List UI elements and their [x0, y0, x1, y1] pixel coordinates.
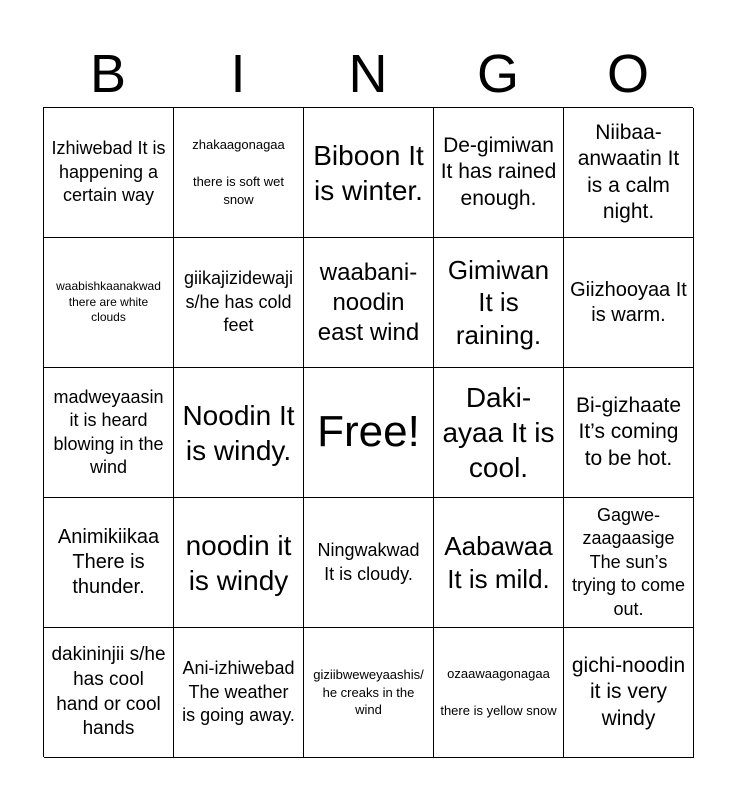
cell-text: zhakaagonagaa there is soft wet snow	[192, 137, 285, 207]
bingo-cell[interactable]	[564, 238, 694, 368]
cell-text: madweyaasin it is heard blowing in the wind	[53, 386, 164, 477]
cell-text: giikajizidewajis/he has cold feet	[183, 268, 294, 336]
bingo-cell[interactable]	[434, 498, 564, 628]
header-letter-g: G	[476, 44, 519, 104]
cell-text: Biboon It is winter.	[313, 139, 424, 206]
bingo-cell[interactable]	[44, 498, 174, 628]
bingo-cell[interactable]	[304, 498, 434, 628]
cell-text: Ningwakwad It is cloudy.	[317, 540, 420, 584]
cell-text: Gimiwan It is raining.	[447, 254, 550, 350]
bingo-cell[interactable]	[174, 368, 304, 498]
cell-text: ozaawaagonagaa there is yellow snow	[440, 666, 557, 718]
header-letter-i: I	[230, 44, 246, 104]
bingo-cell[interactable]	[304, 108, 434, 238]
cell-text: Animikiikaa There is thunder.	[57, 526, 160, 598]
bingo-header	[43, 40, 693, 108]
bingo-cell[interactable]	[44, 628, 174, 758]
cell-text: Bi-gizhaate It’s coming to be hot.	[575, 394, 682, 470]
bingo-cell[interactable]	[174, 108, 304, 238]
header-letter-b: B	[89, 44, 127, 104]
cell-text: dakininjii s/he has cool hand or cool hands	[51, 644, 166, 740]
bingo-cell[interactable]	[174, 628, 304, 758]
bingo-cell[interactable]	[174, 238, 304, 368]
cell-text: waabishkaanakwad there are white clouds	[56, 279, 161, 325]
bingo-cell[interactable]	[304, 628, 434, 758]
bingo-cell[interactable]	[44, 108, 174, 238]
bingo-cell[interactable]	[434, 238, 564, 368]
bingo-cell[interactable]	[434, 628, 564, 758]
bingo-cell[interactable]	[564, 368, 694, 498]
cell-text: Niibaa-anwaatin It is a calm night.	[577, 121, 680, 223]
header-letter-o: O	[606, 44, 649, 104]
cell-text: Izhiwebad It is happening a certain way	[51, 138, 166, 206]
bingo-cell[interactable]	[434, 368, 564, 498]
bingo-cell[interactable]	[434, 108, 564, 238]
bingo-cell[interactable]	[564, 108, 694, 238]
bingo-cell[interactable]	[44, 238, 174, 368]
cell-text: Gagwe-zaagaasige The sun’s trying to come out.	[571, 505, 686, 619]
cell-text: De-gimiwan It has rained enough.	[440, 134, 557, 210]
cell-text: Aabawaa It is mild.	[444, 531, 553, 594]
cell-text: Daki-ayaa It is cool.	[442, 382, 555, 483]
cell-text: Giizhooyaa It is warm.	[570, 278, 687, 326]
cell-text: giziibweweyaashis/he creaks in the wind	[313, 667, 424, 718]
cell-text: noodin it is windy	[185, 529, 292, 596]
cell-text: Ani-izhiwebad The weather is going away.	[182, 658, 295, 726]
bingo-cell[interactable]	[44, 368, 174, 498]
bingo-cell[interactable]	[304, 238, 434, 368]
bingo-board	[43, 107, 693, 757]
bingo-cell[interactable]	[564, 628, 694, 758]
header-letter-n: N	[348, 44, 388, 104]
free-space-label: Free!	[317, 407, 420, 457]
cell-text: Noodin It is windy.	[182, 399, 295, 466]
bingo-cell[interactable]	[564, 498, 694, 628]
free-space[interactable]	[304, 368, 434, 498]
cell-text: waabani-noodin east wind	[317, 258, 420, 346]
bingo-cell[interactable]	[174, 498, 304, 628]
cell-text: gichi-noodin it is very windy	[571, 654, 686, 730]
